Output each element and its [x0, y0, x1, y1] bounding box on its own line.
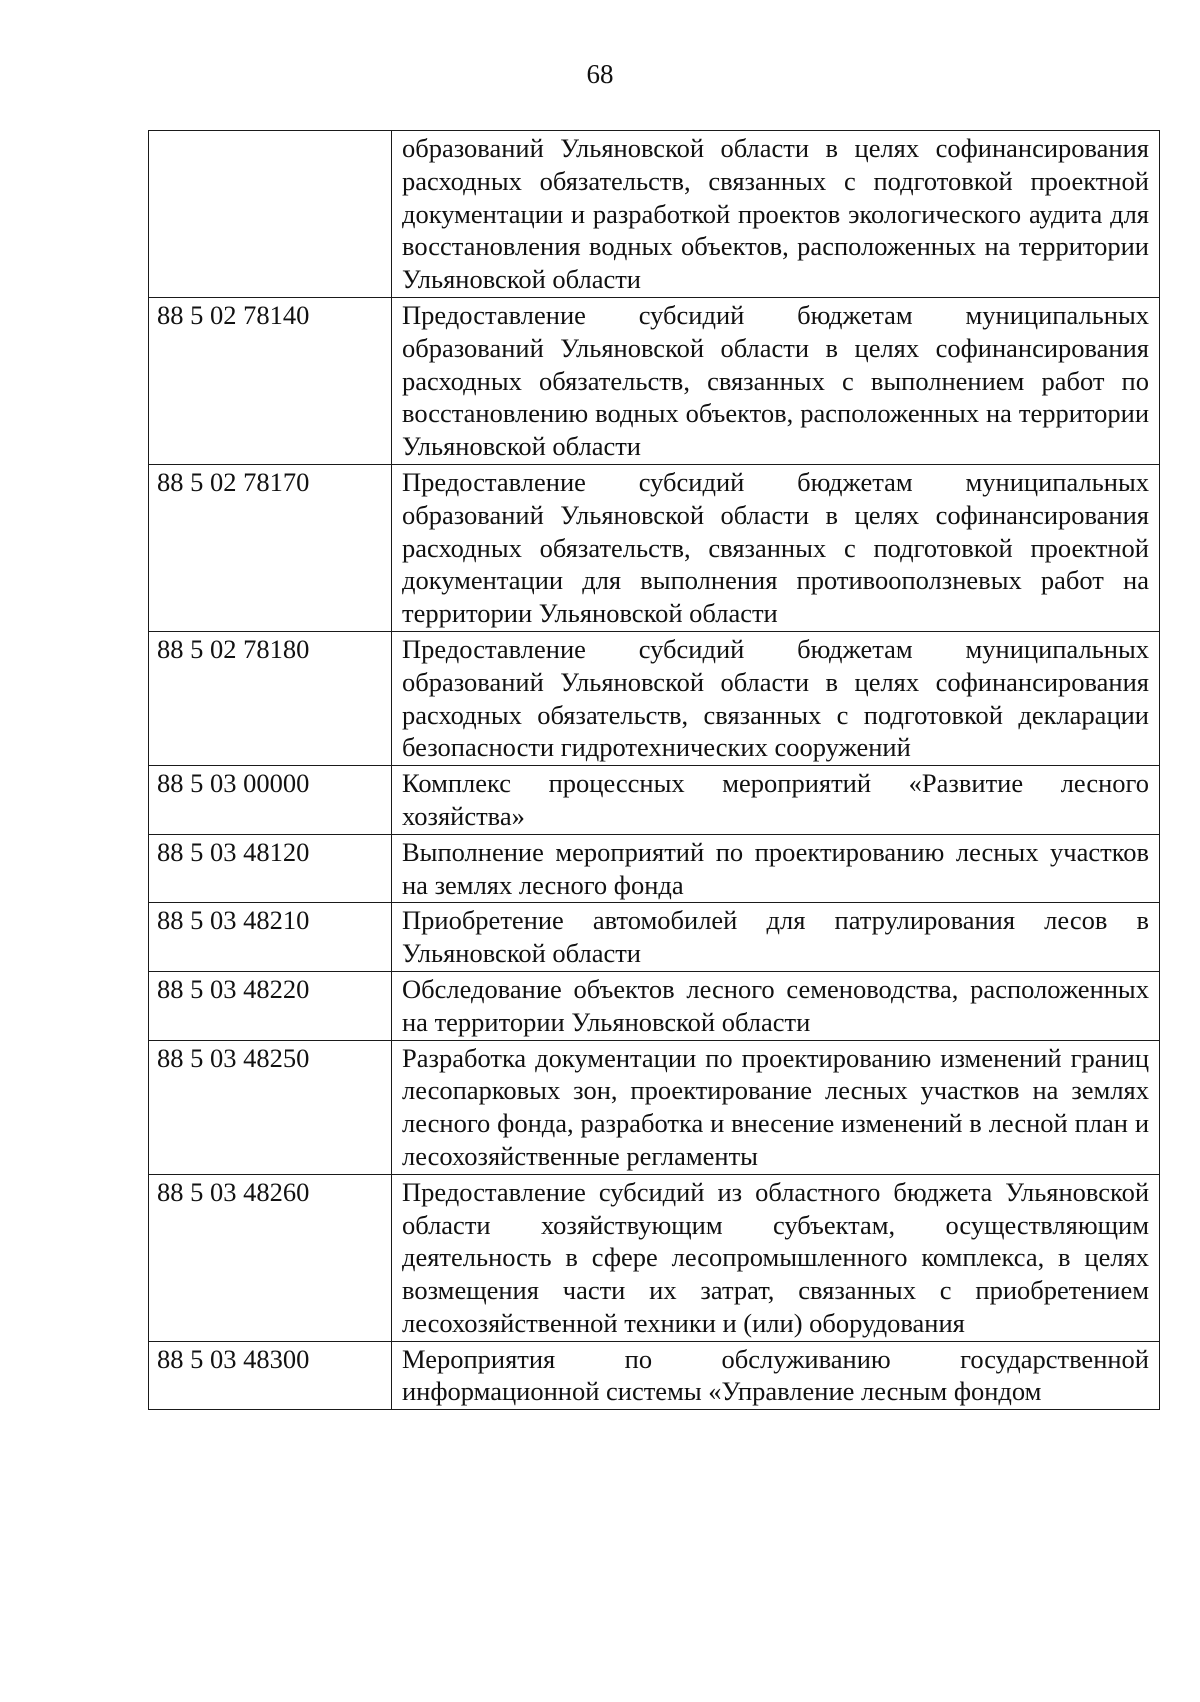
code-cell: 88 5 03 48260: [149, 1174, 392, 1341]
description-cell: Предоставление субсидий бюджетам муниципальных образований Ульяновской области в целях софинансирования расходных обязательств, связанных с подготовкой декларации безопасности гидротехнических сооружений: [392, 631, 1160, 765]
description-cell: Предоставление субсидий бюджетам муниципальных образований Ульяновской области в целях софинансирования расходных обязательств, связанных с подготовкой проектной документации для выполнения противооползневых работ на территории Ульяновской области: [392, 464, 1160, 631]
description-cell: образований Ульяновской области в целях софинансирования расходных обязательств, связанных с подготовкой проектной документации и разработкой проектов экологического аудита для восстановления водных объектов, расположенных на территории Ульяновской области: [392, 131, 1160, 298]
description-cell: Комплекс процессных мероприятий «Развитие лесного хозяйства»: [392, 766, 1160, 835]
table-row: [149, 464, 1160, 631]
budget-classification-table: [148, 130, 1160, 1410]
description-cell: Мероприятия по обслуживанию государственной информационной системы «Управление лесным фондом: [392, 1341, 1160, 1410]
description-cell: Выполнение мероприятий по проектированию лесных участков на землях лесного фонда: [392, 834, 1160, 903]
code-cell: 88 5 03 48300: [149, 1341, 392, 1410]
table-row: [149, 631, 1160, 765]
table-row: [149, 903, 1160, 972]
description-cell: Обследование объектов лесного семеноводства, расположенных на территории Ульяновской области: [392, 971, 1160, 1040]
code-cell: 88 5 02 78180: [149, 631, 392, 765]
description-cell: Приобретение автомобилей для патрулирования лесов в Ульяновской области: [392, 903, 1160, 972]
table-row: [149, 297, 1160, 464]
table-row: [149, 766, 1160, 835]
code-cell: [149, 131, 392, 298]
table-row: [149, 1040, 1160, 1174]
table-row: [149, 1341, 1160, 1410]
code-cell: 88 5 03 48210: [149, 903, 392, 972]
description-cell: Предоставление субсидий из областного бюджета Ульяновской области хозяйствующим субъектам, осуществляющим деятельность в сфере лесопромышленного комплекса, в целях возмещения части их затрат, связанных с приобретением лесохозяйственной техники и (или) оборудования: [392, 1174, 1160, 1341]
table-row: [149, 1174, 1160, 1341]
code-cell: 88 5 03 48120: [149, 834, 392, 903]
description-cell: Разработка документации по проектированию изменений границ лесопарковых зон, проектирование лесных участков на землях лесного фонда, разработка и внесение изменений в лесной план и лесохозяйственные регламенты: [392, 1040, 1160, 1174]
table-row: [149, 834, 1160, 903]
code-cell: 88 5 03 00000: [149, 766, 392, 835]
table-row: [149, 131, 1160, 298]
code-cell: 88 5 03 48250: [149, 1040, 392, 1174]
code-cell: 88 5 02 78140: [149, 297, 392, 464]
code-cell: 88 5 02 78170: [149, 464, 392, 631]
page-number: 68: [586, 59, 614, 89]
code-cell: 88 5 03 48220: [149, 971, 392, 1040]
description-cell: Предоставление субсидий бюджетам муниципальных образований Ульяновской области в целях софинансирования расходных обязательств, связанных с выполнением работ по восстановлению водных объектов, расположенных на территории Ульяновской области: [392, 297, 1160, 464]
table-row: [149, 971, 1160, 1040]
